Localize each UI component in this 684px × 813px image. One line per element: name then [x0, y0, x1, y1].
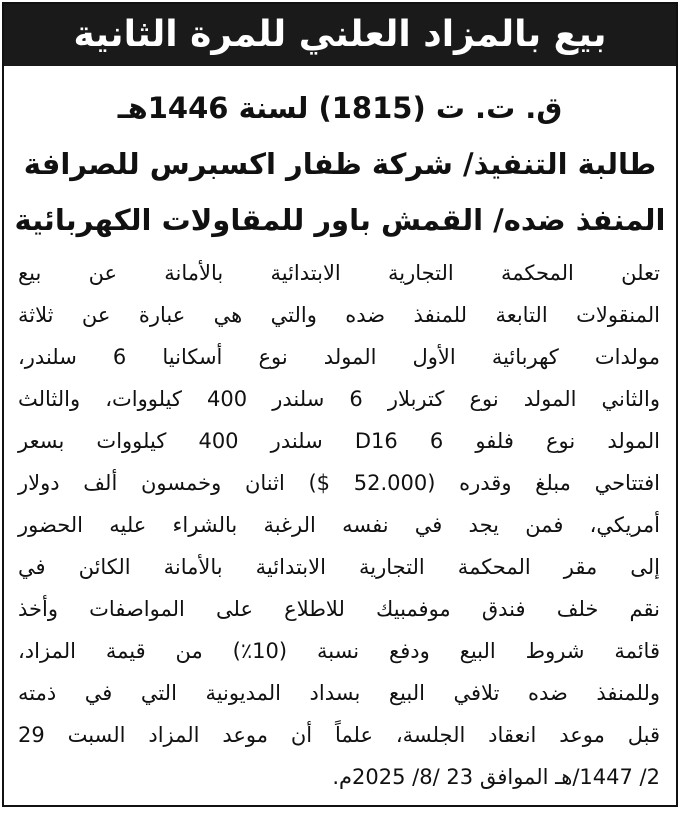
body-line: قبل موعد انعقاد الجلسة، علماً أن موعد المزاد السبت 29	[18, 723, 660, 747]
body-line: وللمنفذ ضده تلافي البيع بسداد المديونية التي في ذمته	[18, 681, 660, 705]
body-line-date: 2/ 1447/هـ الموافق 23 /8/ 2025م.	[332, 765, 660, 789]
claimant-line: طالبة التنفيذ/ شركة ظفار اكسبرس للصرافة	[23, 147, 657, 181]
body-line: المولد نوع فلفو D16 6 سلندر 400 كيلووات بسعر	[18, 429, 660, 453]
body-line: المنقولات التابعة للمنفذ ضده والتي هي عبارة عن ثلاثة	[18, 303, 660, 327]
body-line: مولدات كهربائية الأول المولد نوع أسكانيا 6 سلندر،	[18, 345, 660, 369]
banner-title: بيع بالمزاد العلني للمرة الثانية	[73, 14, 607, 55]
body-line: إلى مقر المحكمة التجارية الابتدائية بالأمانة الكائن في	[18, 555, 660, 579]
notice-body	[18, 252, 660, 798]
body-line: نقم خلف فندق موفمبيك للاطلاع على المواصفات وأخذ	[18, 597, 660, 621]
body-line: افتتاحي مبلغ وقدره (52.000 $) اثنان وخمسون ألف دولار	[18, 471, 660, 495]
notice-frame	[2, 2, 678, 807]
banner	[4, 4, 676, 66]
body-line: تعلن المحكمة التجارية الابتدائية بالأمانة عن بيع	[18, 261, 660, 285]
case-number: ق. ت. ت (1815) لسنة 1446هـ	[117, 91, 563, 125]
notice-headings	[4, 80, 676, 248]
body-line: أمريكي، فمن يجد في نفسه الرغبة بالشراء عليه الحضور	[18, 513, 660, 537]
defendant-line: المنفذ ضده/ القمش باور للمقاولات الكهربائية	[14, 203, 666, 237]
body-line: والثاني المولد نوع كتربلار 6 سلندر 400 كيلووات، والثالث	[18, 387, 661, 411]
body-line: قائمة شروط البيع ودفع نسبة (10٪) من قيمة المزاد،	[18, 639, 660, 663]
